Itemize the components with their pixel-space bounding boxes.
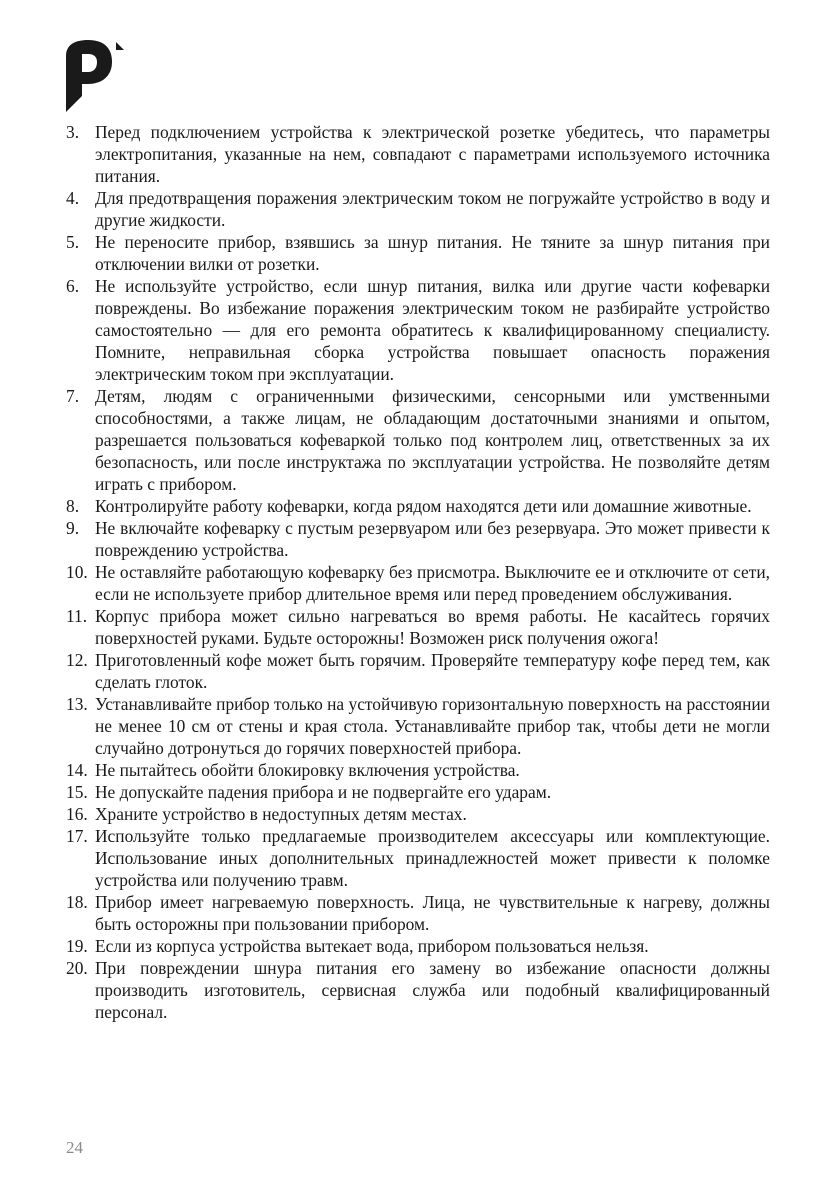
list-item — [66, 825, 770, 891]
list-item — [66, 957, 770, 1023]
list-item — [66, 561, 770, 605]
list-item — [66, 275, 770, 385]
item-text: Храните устройство в недоступных детям местах. — [95, 804, 467, 824]
item-number: 10. — [66, 562, 88, 582]
item-text: Корпус прибора может сильно нагреваться во время работы. Не касайтесь горячих поверхностей руками. Будьте осторожны! Возможен риск получения ожога! — [95, 606, 770, 648]
list-item — [66, 187, 770, 231]
item-text: Устанавливайте прибор только на устойчивую горизонтальную поверхность на расстоянии не менее 10 см от стены и края стола. Устанавливайте прибор так, чтобы дети не могли случайно дотронуться до горячих поверхностей прибора. — [95, 694, 770, 758]
item-number: 16. — [66, 804, 88, 824]
item-text: Не переносите прибор, взявшись за шнур питания. Не тяните за шнур питания при отключении вилки от розетки. — [95, 232, 770, 274]
item-number: 17. — [66, 826, 88, 846]
list-item — [66, 121, 770, 187]
item-number: 9. — [66, 518, 80, 538]
item-number: 14. — [66, 760, 88, 780]
safety-instructions-list — [66, 121, 770, 1023]
item-number: 7. — [66, 386, 80, 406]
item-number: 5. — [66, 232, 80, 252]
item-text: Не пытайтесь обойти блокировку включения устройства. — [95, 760, 520, 780]
item-text: Не оставляйте работающую кофеварку без присмотра. Выключите ее и отключите от сети, если не используете прибор длительное время или перед проведением обслуживания. — [95, 562, 770, 604]
item-text: Прибор имеет нагреваемую поверхность. Лица, не чувствительные к нагреву, должны быть осторожны при пользовании прибором. — [95, 892, 770, 934]
item-number: 3. — [66, 122, 80, 142]
list-item — [66, 231, 770, 275]
item-text: Если из корпуса устройства вытекает вода, прибором пользоваться нельзя. — [95, 936, 649, 956]
item-text: Перед подключением устройства к электрической розетке убедитесь, что параметры электропитания, указанные на нем, совпадают с параметрами используемого источника питания. — [95, 122, 770, 186]
list-item — [66, 605, 770, 649]
list-item — [66, 693, 770, 759]
item-number: 8. — [66, 496, 80, 516]
list-item — [66, 803, 770, 825]
list-item — [66, 891, 770, 935]
item-number: 12. — [66, 650, 88, 670]
list-item — [66, 385, 770, 495]
item-number: 6. — [66, 276, 80, 296]
list-item — [66, 759, 770, 781]
item-text: Не включайте кофеварку с пустым резервуаром или без резервуара. Это может привести к повреждению устройства. — [95, 518, 770, 560]
item-number: 13. — [66, 694, 88, 714]
item-text: При повреждении шнура питания его замену во избежание опасности должны производить изготовитель, сервисная служба или подобный квалифицированный персонал. — [95, 958, 770, 1022]
item-number: 18. — [66, 892, 88, 912]
item-number: 15. — [66, 782, 88, 802]
item-text: Приготовленный кофе может быть горячим. Проверяйте температуру кофе перед тем, как сделать глоток. — [95, 650, 770, 692]
item-number: 19. — [66, 936, 88, 956]
list-item — [66, 495, 770, 517]
item-text: Не используйте устройство, если шнур питания, вилка или другие части кофеварки повреждены. Во избежание поражения электрическим током не разбирайте устройство самостоятельно — для его ремонта обратитесь к квалифицированному специалисту. Помните, неправильная сборка устройства повышает опасность поражения электрическим током при эксплуатации. — [95, 276, 770, 384]
page-number: 24 — [66, 1138, 83, 1157]
item-number: 20. — [66, 958, 88, 978]
list-item — [66, 649, 770, 693]
item-text: Используйте только предлагаемые производителем аксессуары или комплектующие. Использование иных дополнительных принадлежностей может привести к поломке устройства или получению травм. — [95, 826, 770, 890]
item-text: Не допускайте падения прибора и не подвергайте его ударам. — [95, 782, 552, 802]
brand-logo-icon — [66, 40, 128, 112]
item-text: Детям, людям с ограниченными физическими, сенсорными или умственными способностями, а также лицам, не обладающим достаточными знаниями и опытом, разрешается пользоваться кофеваркой только под контролем лиц, ответственных за их безопасность, или после инструктажа по эксплуатации устройства. Не позволяйте детям играть с прибором. — [95, 386, 770, 494]
item-text: Для предотвращения поражения электрическим током не погружайте устройство в воду и другие жидкости. — [95, 188, 770, 230]
list-item — [66, 517, 770, 561]
list-item — [66, 781, 770, 803]
item-number: 11. — [66, 606, 88, 626]
item-number: 4. — [66, 188, 80, 208]
item-text: Контролируйте работу кофеварки, когда рядом находятся дети или домашние животные. — [95, 496, 752, 516]
list-item — [66, 935, 770, 957]
